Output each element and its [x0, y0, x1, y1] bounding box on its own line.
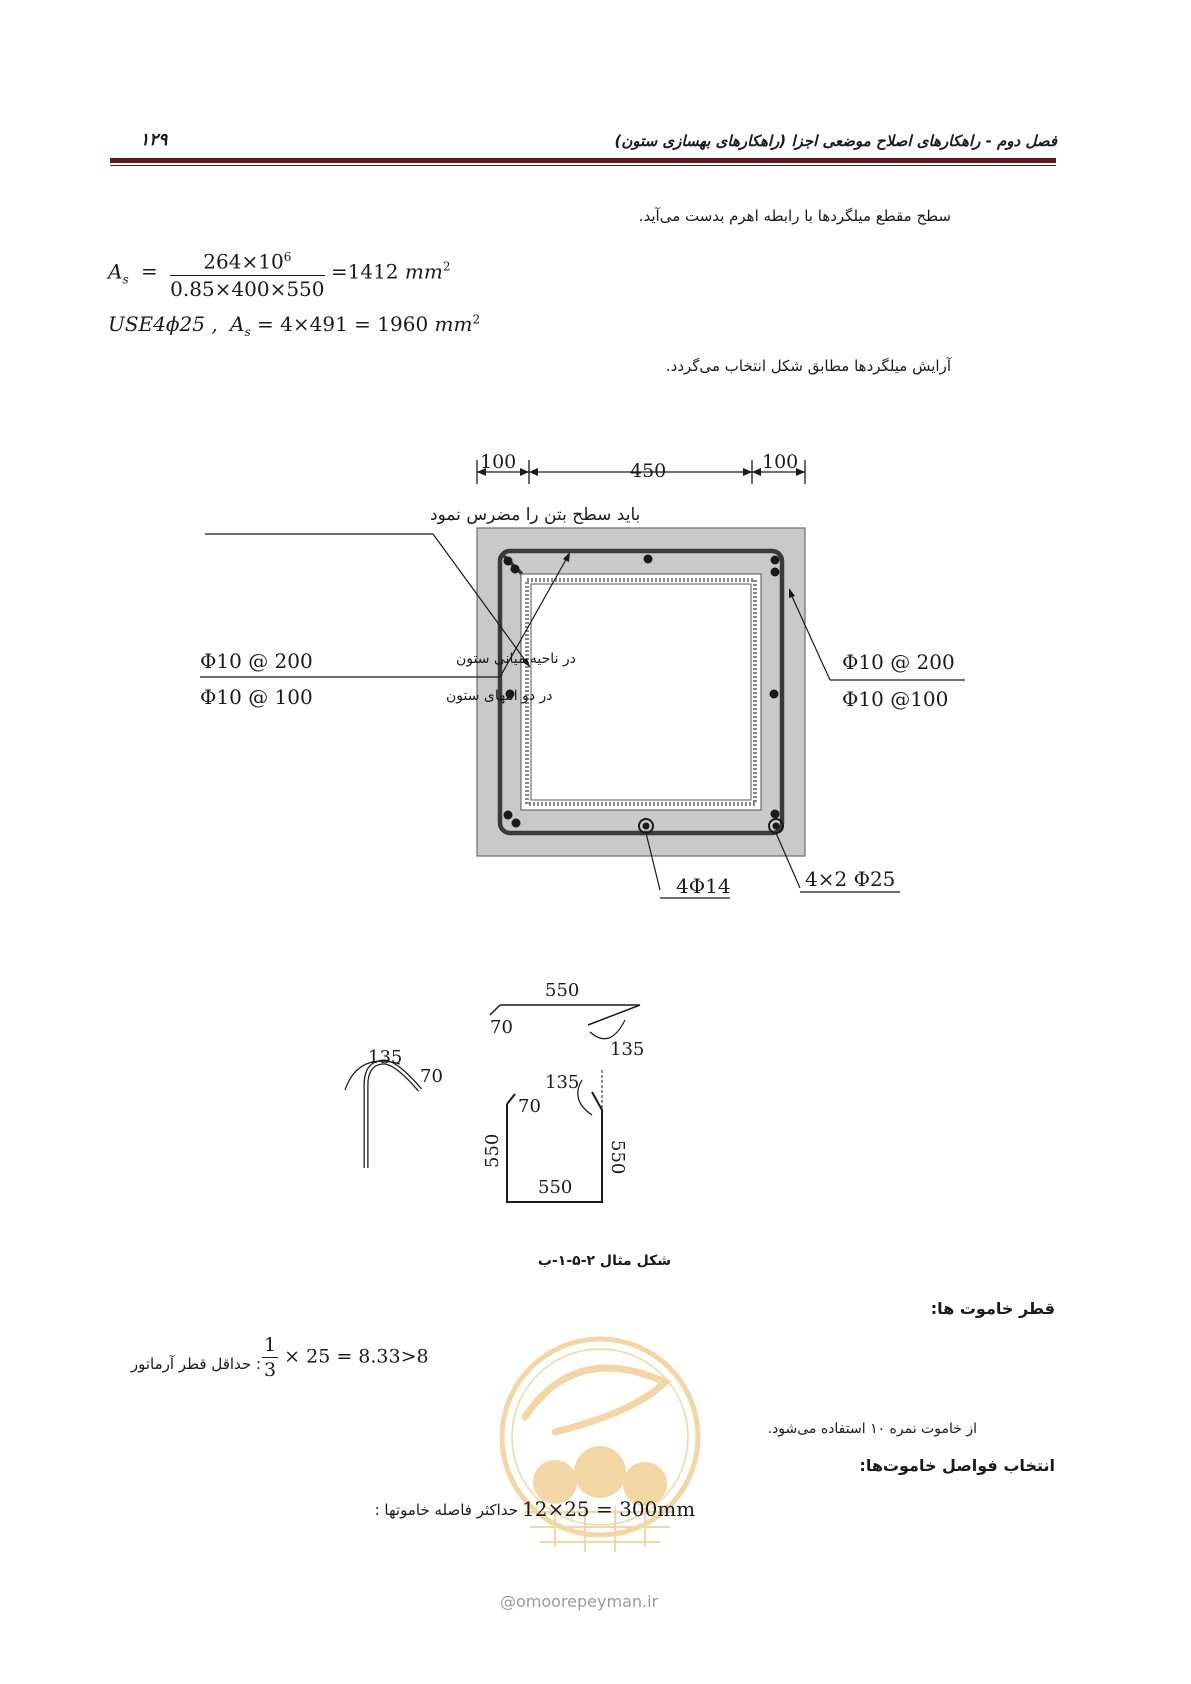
frac-den: 3 — [264, 1359, 277, 1381]
u-angle: 135 — [545, 1072, 580, 1093]
equation-use — [108, 312, 480, 339]
spacing-value: 12×25 = 300mm — [522, 1497, 696, 1521]
u-right: 550 — [607, 1140, 628, 1175]
top-length: 550 — [545, 980, 580, 1001]
u-bottom: 550 — [538, 1177, 573, 1198]
eq1-result: =1412 — [330, 259, 399, 284]
dim-left: 100 — [480, 451, 517, 473]
dim-right: 100 — [762, 451, 799, 473]
eq2-unit: mm — [434, 312, 473, 336]
tie-detail-figure — [0, 960, 1191, 1220]
eq2-var-sub: s — [244, 325, 251, 339]
eq1-lhs-sub: s — [122, 272, 129, 287]
left-bottom-desc: در دو انتهای ستون — [446, 688, 553, 704]
eq1-lhs: A — [108, 259, 123, 284]
left-angle: 135 — [368, 1047, 403, 1068]
eq1-num-exp: 6 — [283, 250, 292, 264]
frac-num: 1 — [264, 1334, 277, 1356]
left-bottom-value: Φ10 @ 100 — [200, 685, 313, 709]
chapter-title: فصل دوم - راهکارهای اصلاح موضعی اجزا (راهکارهای بهسازی ستون) — [614, 132, 1057, 150]
eq1-numerator: 264×10 — [203, 249, 284, 274]
watermark-site: @omoorepeyman.ir — [500, 1592, 659, 1611]
eq1-unit: mm — [404, 259, 443, 284]
equation-as: $A_s$ = $\frac{264\times 10^6}{0.85\times 400\times 550}$ =1412 $mm^2$ — [108, 244, 450, 302]
column-section-figure — [0, 400, 1191, 920]
left-top-desc: در ناحیه میانی ستون — [456, 651, 576, 667]
stirrup-diameter-heading: قطر خاموت ها: — [930, 1299, 1055, 1318]
watermark-logo — [485, 1322, 715, 1592]
left-top-value: Φ10 @ 200 — [200, 649, 313, 673]
eq2-use: USE4ϕ25 , — [108, 312, 218, 336]
u-left: 550 — [482, 1133, 503, 1168]
bottom-mid-label: 4Φ14 — [676, 874, 731, 898]
spacing-label: حداکثر فاصله خاموتها : — [374, 1501, 518, 1519]
diameter-rest: × 25 = 8.33>8 — [284, 1345, 429, 1368]
stirrup-diameter-equation — [262, 1333, 429, 1382]
eq1-fraction — [170, 244, 324, 302]
bottom-right-label: 4×2 Φ25 — [805, 867, 896, 891]
top-angle: 135 — [610, 1039, 645, 1060]
header-rule — [110, 158, 1056, 163]
u-hook: 70 — [518, 1096, 541, 1117]
right-bottom-value: Φ10 @100 — [842, 687, 949, 711]
eq2-var: A — [230, 312, 245, 336]
right-top-value: Φ10 @ 200 — [842, 650, 955, 674]
arrangement-paragraph: آرایش میلگردها مطابق شکل انتخاب می‌گردد. — [665, 357, 951, 375]
eq2-result: = 4×491 = 1960 — [257, 312, 429, 336]
intro-paragraph: سطح مقطع میلگردها با رابطه اهرم بدست می‌آید. — [638, 207, 951, 225]
header-rule-thin — [110, 165, 1056, 166]
eq1-unit-exp: 2 — [442, 259, 451, 274]
one-third-fraction — [262, 1333, 278, 1382]
stirrup-spacing-heading: انتخاب فواصل خاموت‌ها: — [859, 1456, 1055, 1475]
page-number: ۱۲۹ — [140, 130, 168, 150]
left-hook: 70 — [420, 1066, 443, 1087]
top-hook: 70 — [490, 1017, 513, 1038]
stirrup-used-text: از خاموت نمره ۱۰ استفاده می‌شود. — [767, 1421, 977, 1437]
roughen-label: باید سطح بتن را مضرس نمود — [430, 505, 641, 525]
eq1-denominator: 0.85×400×550 — [170, 276, 325, 301]
figure-caption: شکل مثال ۲-۵-۱-ب — [537, 1253, 671, 1269]
eq2-unit-exp: 2 — [472, 312, 481, 327]
min-diameter-label: : حداقل قطر آرماتور — [130, 1355, 261, 1373]
dim-middle: 450 — [630, 460, 667, 482]
